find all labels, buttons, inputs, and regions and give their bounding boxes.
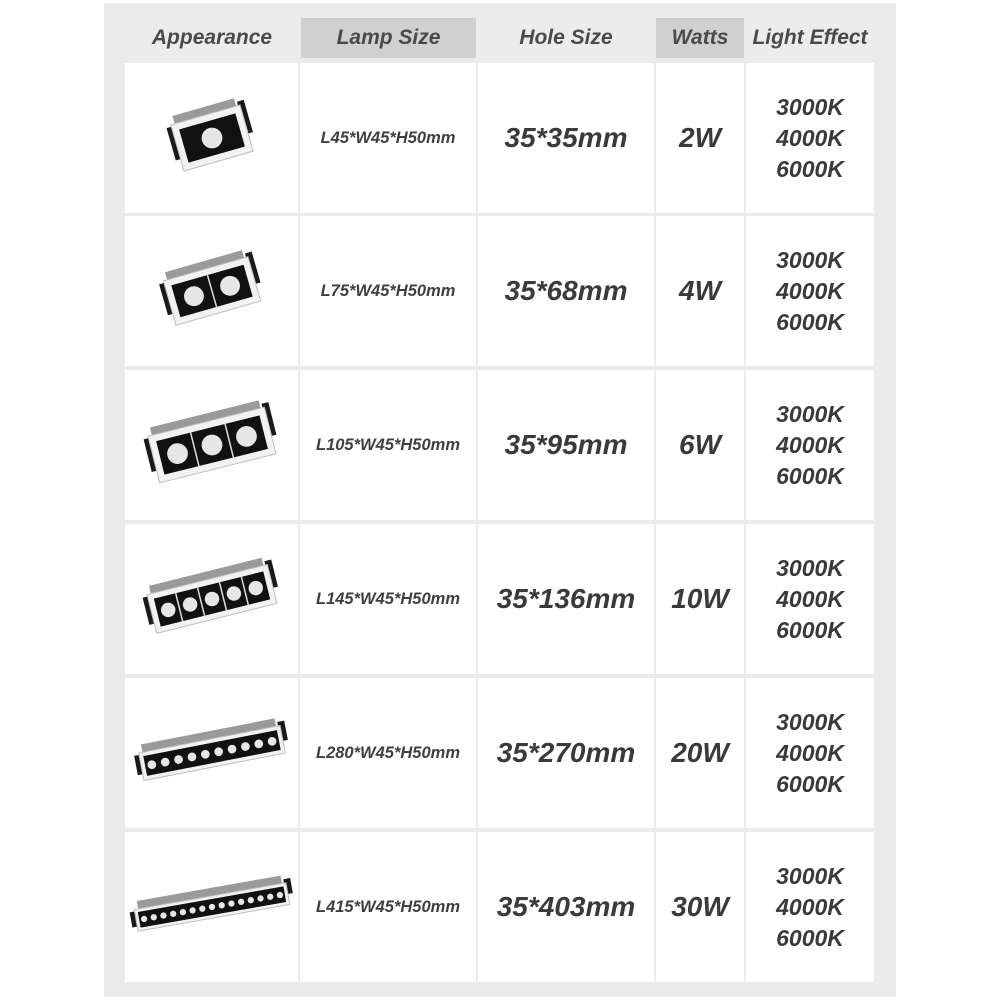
recessed-linear-lamp-5-head-icon [127,534,297,664]
appearance-cell [125,524,298,674]
color-temperature: 4000K [776,277,844,304]
color-temperature: 3000K [776,554,844,581]
lamp-size-cell: L45*W45*H50mm [300,63,476,213]
hole-size-cell: 35*95mm [478,370,654,520]
lamp-size-cell: L280*W45*H50mm [300,678,476,828]
appearance-cell [125,832,298,982]
color-temperature: 6000K [776,770,844,797]
header-watts: Watts [656,18,744,58]
appearance-cell [125,370,298,520]
header-appearance: Appearance [125,18,299,58]
lamp-size-cell: L145*W45*H50mm [300,524,476,674]
recessed-linear-lamp-3-head-icon [127,380,297,510]
color-temperature: 3000K [776,400,844,427]
color-temperature: 6000K [776,616,844,643]
appearance-cell [125,63,298,213]
watts-cell: 2W [656,63,744,213]
watts-cell: 10W [656,524,744,674]
color-temperature: 3000K [776,93,844,120]
lamp-size-cell: L105*W45*H50mm [300,370,476,520]
appearance-cell [125,678,298,828]
color-temperature: 4000K [776,893,844,920]
header-hole-size: Hole Size [478,18,654,58]
color-temperature: 4000K [776,739,844,766]
light-effect-cell [746,63,874,213]
watts-cell: 20W [656,678,744,828]
hole-size-cell: 35*403mm [478,832,654,982]
lamp-size-cell: L415*W45*H50mm [300,832,476,982]
color-temperature: 6000K [776,308,844,335]
hole-size-cell: 35*68mm [478,216,654,366]
light-effect-cell [746,216,874,366]
lamp-size-cell: L75*W45*H50mm [300,216,476,366]
watts-cell: 4W [656,216,744,366]
color-temperature: 3000K [776,708,844,735]
header-lamp-size: Lamp Size [301,18,476,58]
color-temperature: 4000K [776,431,844,458]
color-temperature: 6000K [776,155,844,182]
color-temperature: 3000K [776,862,844,889]
light-effect-cell [746,678,874,828]
watts-cell: 6W [656,370,744,520]
recessed-linear-lamp-15-head-icon [127,842,297,972]
hole-size-cell: 35*270mm [478,678,654,828]
recessed-linear-lamp-2-head-icon [127,226,297,356]
hole-size-cell: 35*35mm [478,63,654,213]
light-effect-cell [746,370,874,520]
header-light-effect: Light Effect [746,18,874,58]
recessed-linear-lamp-10-head-icon [127,688,297,818]
color-temperature: 4000K [776,124,844,151]
light-effect-cell [746,524,874,674]
light-effect-cell [746,832,874,982]
color-temperature: 3000K [776,246,844,273]
color-temperature: 6000K [776,462,844,489]
color-temperature: 4000K [776,585,844,612]
color-temperature: 6000K [776,924,844,951]
hole-size-cell: 35*136mm [478,524,654,674]
watts-cell: 30W [656,832,744,982]
appearance-cell [125,216,298,366]
recessed-linear-lamp-1-head-icon [127,73,297,203]
